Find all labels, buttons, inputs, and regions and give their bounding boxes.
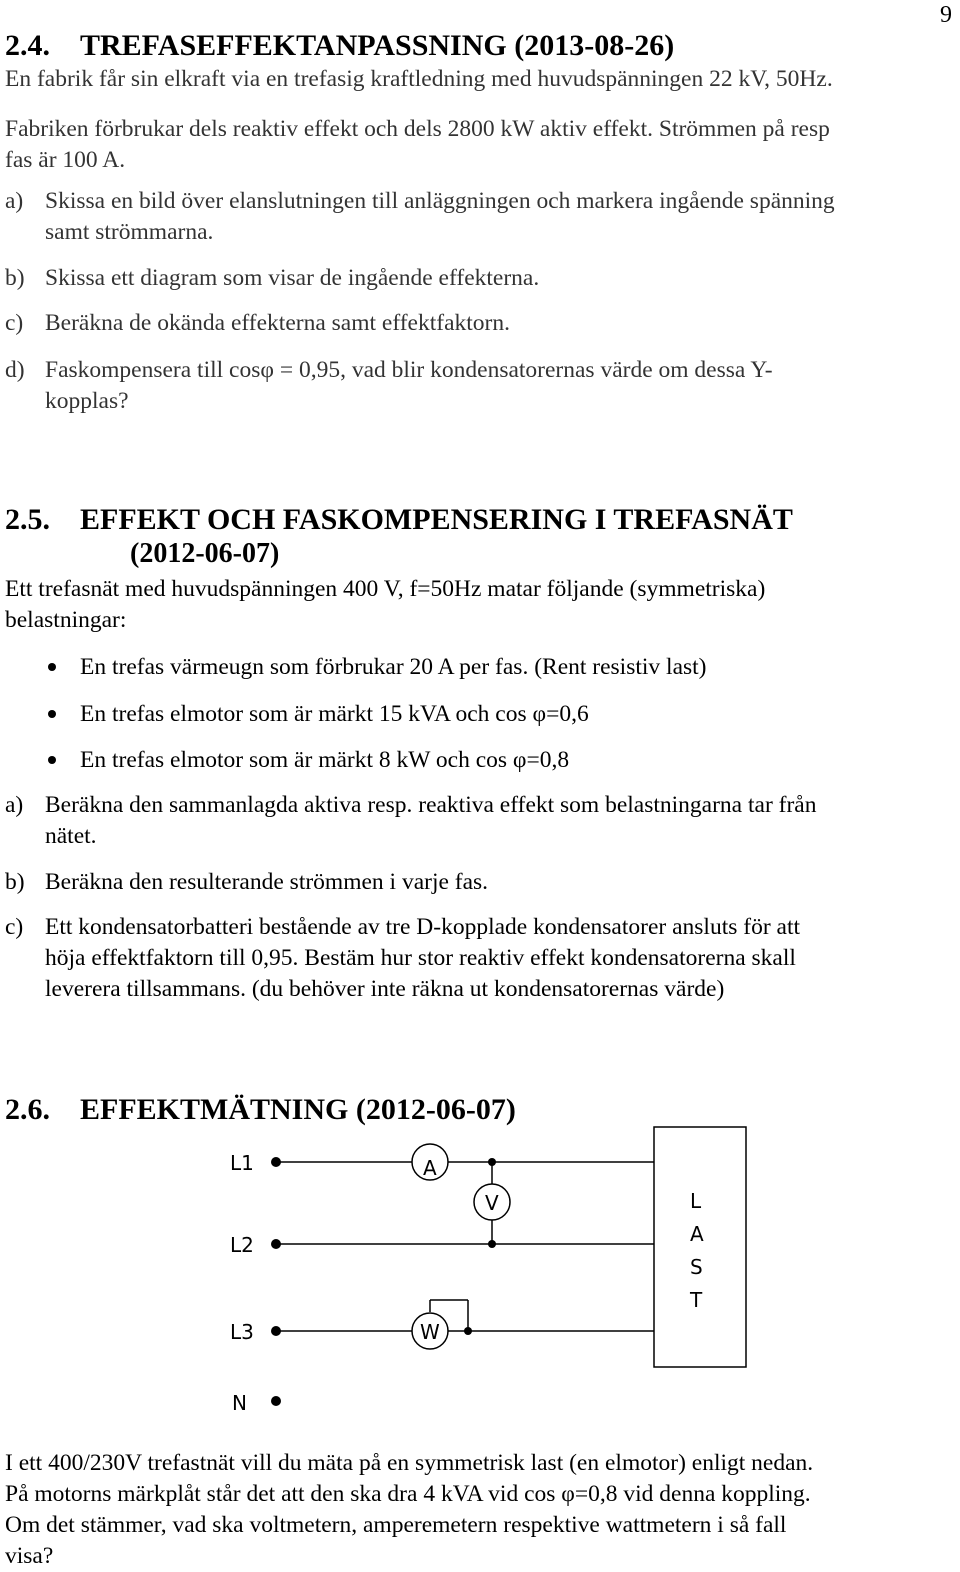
- question-item: [5, 355, 955, 417]
- item-text: höja effektfaktorn till 0,95. Bestäm hur stor reaktiv effekt kondensatorerna skall: [45, 945, 796, 971]
- bullet-dot: [48, 756, 56, 764]
- line-label-l3: L3: [230, 1320, 254, 1344]
- page-number: 9: [940, 2, 952, 28]
- item-text: Ett kondensatorbatteri bestående av tre D-kopplade kondensatorer ansluts för att: [45, 914, 801, 940]
- section-title: EFFEKT OCH FASKOMPENSERING I TREFASNÄT: [80, 503, 793, 536]
- item-text: Beräkna den resulterande strömmen i varje fas.: [45, 869, 489, 895]
- body-line: På motorns märkplåt står det att den ska dra 4 kVA vid cos φ=0,8 vid denna koppling.: [5, 1481, 811, 1507]
- bullet-dot: [48, 710, 56, 718]
- item-text: leverera tillsammans. (du behöver inte räkna ut kondensatorernas värde): [45, 976, 725, 1002]
- load-box: [654, 1127, 746, 1367]
- item-label: a): [5, 188, 24, 214]
- item-text: Faskompensera till cosφ = 0,95, vad blir kondensatorernas värde om dessa Y-: [45, 357, 773, 383]
- section-number: 2.5.: [5, 503, 50, 536]
- body-line: Om det stämmer, vad ska voltmetern, amperemetern respektive wattmetern i så fall: [5, 1512, 787, 1538]
- item-text: Skissa en bild över elanslutningen till anläggningen och markera ingående spänning: [45, 188, 835, 214]
- terminal-dot-n: [271, 1396, 281, 1406]
- load-letter: T: [690, 1288, 703, 1312]
- intro-line: En fabrik får sin elkraft via en trefasig kraftledning med huvudspänningen 22 kV, 50Hz.: [5, 66, 833, 92]
- section-title: EFFEKTMÄTNING (2012-06-07): [80, 1093, 516, 1126]
- item-text: Beräkna de okända effekterna samt effektfaktorn.: [45, 310, 510, 336]
- section-title: TREFASEFFEKTANPASSNING (2013-08-26): [80, 29, 675, 62]
- item-text: nätet.: [45, 823, 97, 849]
- item-label: c): [5, 914, 24, 940]
- line-label-n: N: [232, 1391, 247, 1415]
- section-2-6-heading: [5, 1092, 516, 1128]
- bullet-dot: [48, 663, 56, 671]
- bullet-text: En trefas elmotor som är märkt 15 kVA och cos φ=0,6: [80, 701, 589, 727]
- body-line: visa?: [5, 1543, 54, 1569]
- item-text: Beräkna den sammanlagda aktiva resp. reaktiva effekt som belastningarna tar från: [45, 792, 817, 818]
- bullet-text: En trefas elmotor som är märkt 8 kW och cos φ=0,8: [80, 747, 570, 773]
- line-label-l1: L1: [230, 1151, 254, 1175]
- item-label: c): [5, 310, 24, 336]
- junction-dot: [464, 1327, 472, 1335]
- question-item: [5, 186, 955, 248]
- terminal-dot-l1: [271, 1157, 281, 1167]
- junction-dot: [488, 1158, 496, 1166]
- intro-line: Fabriken förbrukar dels reaktiv effekt och dels 2800 kW aktiv effekt. Strömmen på resp: [5, 116, 830, 142]
- section-2-5-heading: [5, 502, 793, 538]
- wattmeter-label: W: [420, 1320, 440, 1344]
- junction-dot: [488, 1240, 496, 1248]
- terminal-dot-l2: [271, 1239, 281, 1249]
- terminal-dot-l3: [271, 1326, 281, 1336]
- intro-line: belastningar:: [5, 607, 127, 633]
- item-label: b): [5, 869, 25, 895]
- question-item: [5, 912, 955, 1005]
- item-label: d): [5, 357, 25, 383]
- intro-line: Ett trefasnät med huvudspänningen 400 V, f=50Hz matar följande (symmetriska): [5, 576, 766, 602]
- intro-line: fas är 100 A.: [5, 147, 126, 173]
- load-letter: A: [690, 1222, 704, 1246]
- load-letter: L: [690, 1189, 702, 1213]
- load-letter: S: [690, 1255, 703, 1279]
- question-item: [5, 790, 955, 852]
- item-text: samt strömmarna.: [45, 219, 214, 245]
- section-number: 2.6.: [5, 1093, 50, 1126]
- item-label: b): [5, 265, 25, 291]
- measurement-circuit-diagram: [220, 1120, 760, 1420]
- body-line: I ett 400/230V trefastnät vill du mäta på en symmetrisk last (en elmotor) enligt nedan.: [5, 1450, 814, 1476]
- section-2-4-heading: [5, 28, 675, 64]
- ammeter-label: A: [423, 1156, 437, 1180]
- bullet-text: En trefas värmeugn som förbrukar 20 A per fas. (Rent resistiv last): [80, 654, 707, 680]
- item-text: kopplas?: [45, 388, 129, 414]
- item-label: a): [5, 792, 24, 818]
- item-text: Skissa ett diagram som visar de ingående effekterna.: [45, 265, 540, 291]
- section-date: (2012-06-07): [130, 538, 280, 569]
- section-number: 2.4.: [5, 29, 50, 62]
- line-label-l2: L2: [230, 1233, 254, 1257]
- voltmeter-label: V: [485, 1191, 499, 1215]
